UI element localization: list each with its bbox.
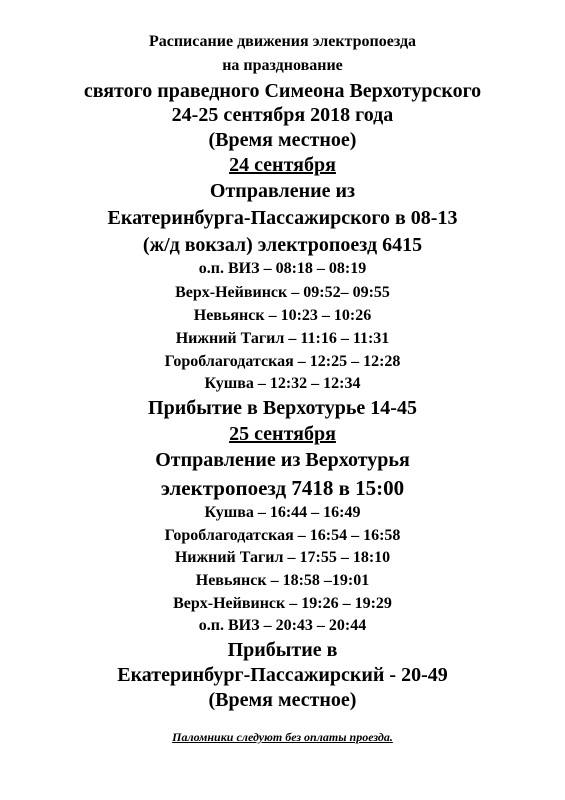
local-time-note: (Время местное)	[208, 129, 357, 151]
day1-stop: Гороблагодатская – 12:25 – 12:28	[164, 353, 401, 370]
day2-stop: Невьянск – 18:58 –19:01	[195, 572, 370, 589]
day1-date: 24 сентября	[229, 154, 336, 176]
day1-train-number: (ж/д вокзал) электропоезд 6415	[142, 234, 423, 256]
day2-stop: о.п. ВИЗ – 20:43 – 20:44	[198, 617, 367, 634]
day1-stop: Нижний Тагил – 11:16 – 11:31	[175, 330, 390, 347]
day2-arrival-station: Екатеринбург-Пассажирский - 20-49	[117, 664, 448, 686]
day2-train-number: электропоезд 7418 в 15:00	[160, 476, 405, 500]
day2-stop: Верх-Нейвинск – 19:26 – 19:29	[173, 595, 392, 612]
schedule-subtitle: на празднование	[222, 57, 343, 74]
schedule-title: Расписание движения электропоезда	[148, 33, 417, 50]
day2-local-time-note: (Время местное)	[208, 689, 357, 711]
day2-date: 25 сентября	[229, 423, 336, 445]
day2-stop: Гороблагодатская – 16:54 – 16:58	[164, 527, 401, 544]
day2-arrival-heading: Прибытие в	[227, 639, 338, 661]
day1-arrival: Прибытие в Верхотурье 14-45	[148, 397, 417, 419]
day2-departure-heading: Отправление из Верхотурья	[155, 449, 410, 471]
day1-stop: о.п. ВИЗ – 08:18 – 08:19	[198, 260, 367, 277]
day1-departure-station: Екатеринбурга-Пассажирского в 08-13	[107, 207, 458, 229]
day1-stop: Невьянск – 10:23 – 10:26	[193, 307, 372, 324]
day1-stop: Кушва – 12:32 – 12:34	[204, 375, 361, 392]
day2-stop: Кушва – 16:44 – 16:49	[204, 504, 361, 521]
day1-departure-heading: Отправление из	[209, 180, 356, 202]
saint-name: святого праведного Симеона Верхотурского	[83, 80, 482, 102]
day2-stop: Нижний Тагил – 17:55 – 18:10	[174, 549, 391, 566]
day1-stop: Верх-Нейвинск – 09:52– 09:55	[175, 284, 390, 301]
free-travel-note: Паломники следуют без оплаты проезда.	[172, 730, 393, 744]
event-dates: 24-25 сентября 2018 года	[171, 104, 394, 126]
